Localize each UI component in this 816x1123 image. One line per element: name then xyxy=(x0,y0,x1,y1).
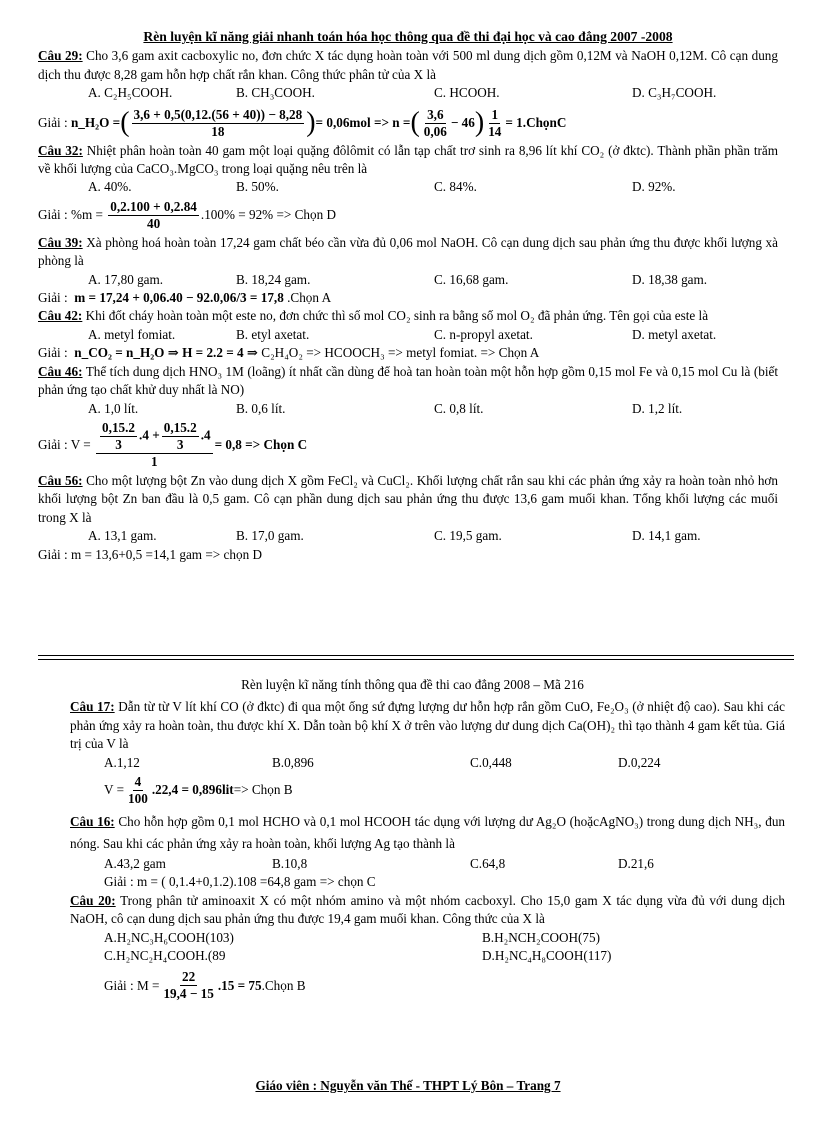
solution-equation: m = 17,24 + 0,06.40 − 92.0,06/3 = 17,8 xyxy=(74,290,284,306)
paren-open: ( xyxy=(120,107,130,139)
question-body: Khi đốt cháy hoàn toàn một este no, đơn chức thì số mol CO₂ sinh ra bằng số mol O₂ đã phản ứng. Tên gọi của este là xyxy=(82,308,709,324)
numerator: 1 xyxy=(491,106,499,122)
question-56 xyxy=(38,472,778,564)
question-text xyxy=(38,472,778,527)
answer-options xyxy=(70,929,785,966)
section-divider xyxy=(38,655,794,656)
solution: Giải : m = ( 0,1.4+0,1.2).108 =64,8 gam => chọn C xyxy=(104,874,376,890)
numerator: 3,6 xyxy=(427,106,444,122)
denominator: 100 xyxy=(128,791,148,807)
question-39 xyxy=(38,234,778,308)
fraction xyxy=(162,420,199,453)
numerator: 22 xyxy=(182,969,196,985)
page-footer: Giáo viên : Nguyễn văn Thế - THPT Lý Bôn – Trang 7 xyxy=(255,1078,561,1093)
tail-term: .4 xyxy=(200,427,211,443)
question-46 xyxy=(38,363,778,470)
question-body: Cho 3,6 gam axit cacboxylic no, đơn chức X tác dụng hoàn toàn với 500 ml dung dịch gồm 0,12M và NaOH 0,12M. Cô cạn dung dịch thu được 8,28 gam hỗn hợp chất rắn khan. Công thức phân tử của X là xyxy=(38,48,778,82)
option-c: C.H₂NC₂H₄COOH.(89 xyxy=(104,948,226,964)
question-label: Câu 17: xyxy=(70,699,115,715)
question-label: Câu 20: xyxy=(70,892,116,908)
question-body: Nhiệt phân hoàn toàn 40 gam một loại quặng đôlômit có lẫn tạp chất trơ sinh ra 8,96 lít khí CO₂ (ở đktc). Thành phần phần trăm về khối lượng của CaCO₃.MgCO₃ trong loại quặng nêu trên là xyxy=(38,142,778,177)
denominator: 1 xyxy=(151,453,158,469)
question-text xyxy=(70,698,785,753)
denominator: 14 xyxy=(488,123,502,139)
option-d: D. 14,1 gam. xyxy=(632,528,701,544)
fraction xyxy=(486,107,503,140)
answer-options xyxy=(38,400,778,418)
solution-end: .100% = 92% => Chọn D xyxy=(200,207,337,223)
option-d: D. C₃H₇COOH. xyxy=(632,85,717,101)
solution-equation: .15 = 75 xyxy=(217,977,262,993)
option-a: A. 17,80 gam. xyxy=(88,271,164,287)
document-page xyxy=(38,28,778,564)
question-body: Thể tích dung dịch HNO₃ 1M (loãng) ít nhất cần dùng để hoà tan hoàn toàn một hỗn hợp gồm 0,15 mol Fe và 0,15 mol Cu là (biết phản ứng tạo chất khử duy nhất là NO) xyxy=(38,363,778,398)
solution-prefix: Giải : xyxy=(38,290,68,306)
answer-options xyxy=(70,855,785,873)
solution-lhs: n_H₂O = xyxy=(70,114,121,130)
option-a: A. C₂H₅COOH. xyxy=(88,85,173,101)
solution-prefix: Giải : xyxy=(38,345,68,361)
section-divider xyxy=(38,659,794,660)
solution-prefix: Giải : xyxy=(38,114,68,130)
question-29 xyxy=(38,47,778,139)
answer-options xyxy=(38,271,778,289)
solution-end: .Chọn A xyxy=(287,290,332,306)
option-c: C. 84%. xyxy=(434,179,477,195)
denominator: 3 xyxy=(115,436,122,452)
solution xyxy=(38,289,778,307)
option-b: B. 50%. xyxy=(236,179,279,195)
fraction xyxy=(161,969,215,1002)
question-label: Câu 32: xyxy=(38,142,83,158)
question-label: Câu 56: xyxy=(38,472,83,488)
fraction xyxy=(100,420,137,453)
option-b: B.0,896 xyxy=(272,754,314,770)
option-d: D.H₂NC₄H₈COOH(117) xyxy=(482,948,612,964)
question-text xyxy=(38,307,778,325)
option-d: D.21,6 xyxy=(618,856,654,872)
option-a: A. 13,1 gam. xyxy=(88,528,157,544)
question-text xyxy=(38,47,778,84)
numerator: 0,15.2 xyxy=(163,419,197,435)
section-title: Rèn luyện kĩ năng tính thông qua đề thi cao đẳng 2008 – Mã 216 xyxy=(241,677,584,692)
numerator: 4 xyxy=(134,774,142,790)
solution-prefix: V = xyxy=(104,782,125,798)
paren-open: ( xyxy=(410,107,420,139)
option-c: C. HCOOH. xyxy=(434,85,500,101)
paren-close: ) xyxy=(474,107,485,139)
question-text xyxy=(38,142,778,179)
solution-prefix: Giải : V = xyxy=(38,436,91,452)
option-a: A. 40%. xyxy=(88,179,132,195)
numerator xyxy=(96,420,213,454)
question-body: Cho hỗn hợp gồm 0,1 mol HCHO và 0,1 mol HCOOH tác dụng với lượng dư Ag₂O (hoặcAgNO₃) trong dung dịch NH₃, đun nóng. Sau khi các phản ứng xảy ra hoàn toàn, khối lượng Ag tạo thành là xyxy=(70,814,786,852)
question-text xyxy=(70,811,785,855)
question-16 xyxy=(70,811,785,892)
solution-end: = 0,8 => Chọn C xyxy=(214,436,308,452)
solution-end: = 1.ChọnC xyxy=(505,114,567,130)
solution xyxy=(70,969,785,1002)
mid-term: .4 + xyxy=(139,427,160,443)
question-body: Cho một lượng bột Zn vào dung dịch X gồm FeCl₂ và CuCl₂. Khối lượng chất rắn sau khi các phản ứng xảy ra hoàn toàn nhỏ hơn khối lượng bột Zn ban đầu là 0,5 gam. Cô cạn phần dung dịch sau phản ứng thu được 13,6 gam muối khan. Tổng khối lượng các muối trong X là xyxy=(38,472,778,525)
solution xyxy=(38,344,778,362)
option-d: D. 92%. xyxy=(632,179,676,195)
option-a: A. metyl fomiat. xyxy=(88,326,176,342)
solution-end: C₂H₄O₂ => HCOOCH₃ => metyl fomiat. => Chọn A xyxy=(261,345,540,361)
question-body: Xà phòng hoá hoàn toàn 17,24 gam chất béo cần vừa đủ 0,06 mol NaOH. Cô cạn dung dịch sau phản ứng thu được khối lượng xà phòng là xyxy=(38,234,779,269)
solution-end: => Chọn B xyxy=(233,782,293,798)
question-label: Câu 42: xyxy=(38,308,83,324)
option-b: B. 18,24 gam. xyxy=(236,271,311,287)
solution-equation: .22,4 = 0,896lit xyxy=(151,782,234,798)
option-b: B. etyl axetat. xyxy=(236,326,310,342)
question-label: Câu 39: xyxy=(38,234,83,250)
question-label: Câu 16: xyxy=(70,814,115,830)
option-a: A.1,12 xyxy=(104,754,140,770)
answer-options xyxy=(38,326,778,344)
option-a: A.H₂NC₃H₆COOH(103) xyxy=(104,929,234,945)
numerator: 3,6 + 0,5(0,12.(56 + 40)) − 8,28 xyxy=(133,106,303,122)
question-32 xyxy=(38,142,778,232)
question-body: Trong phân tử aminoaxit X có một nhóm amino và một nhóm cacboxyl. Cho 15,0 gam X tác dụng vừa đủ với dung dịch NaOH, cô cạn dung dịch sau phản ứng thu được 19,4 gam muối khan. Công thức của X là xyxy=(70,892,785,927)
solution: Giải : m = 13,6+0,5 =14,1 gam => chọn D xyxy=(38,546,262,562)
question-text xyxy=(38,363,778,400)
option-d: D. 18,38 gam. xyxy=(632,271,708,287)
option-b: B.10,8 xyxy=(272,856,308,872)
solution-mid: = 0,06mol => n = xyxy=(315,114,411,130)
option-b: B. 0,6 lít. xyxy=(236,400,286,416)
denominator: 19,4 − 15 xyxy=(163,986,214,1002)
answer-options xyxy=(38,178,778,196)
denominator: 18 xyxy=(211,123,225,139)
option-c: C.0,448 xyxy=(470,754,512,770)
option-d: D.0,224 xyxy=(618,754,661,770)
answer-options xyxy=(38,527,778,545)
option-c: C. 16,68 gam. xyxy=(434,271,509,287)
option-c: C. 19,5 gam. xyxy=(434,528,502,544)
option-b: B. CH₃COOH. xyxy=(236,85,315,101)
solution xyxy=(38,107,778,140)
minus-term: − 46 xyxy=(450,114,475,130)
option-b: B. 17,0 gam. xyxy=(236,528,304,544)
denominator: 3 xyxy=(176,436,184,452)
solution-equation: n_CO₂ = n_H₂O ⇒ H = 2.2 = 4 ⇒ xyxy=(74,345,258,361)
option-c: C. n-propyl axetat. xyxy=(434,326,533,342)
option-d: D. metyl axetat. xyxy=(632,326,717,342)
numerator: 0,2.100 + 0,2.84 xyxy=(110,198,197,214)
question-20 xyxy=(70,892,785,1003)
solution-prefix: Giải : M = xyxy=(104,977,160,993)
question-body: Dẫn từ từ V lít khí CO (ở đktc) đi qua một ống sứ đựng lượng dư hỗn hợp rắn gồm CuO, Fe₂O₃ (ở nhiệt độ cao). Sau khi các phản ứng xảy ra hoàn toàn, thu được khí X. Dẫn toàn bộ khí X ở trên vào lượng dư dung dịch Ca(OH)₂ thì tạo thành 4 gam kết tủa. Giá trị của V là xyxy=(70,699,785,752)
option-d: D. 1,2 lít. xyxy=(632,400,683,416)
solution xyxy=(38,420,778,470)
fraction xyxy=(108,199,199,232)
option-c: C. 0,8 lít. xyxy=(434,400,484,416)
option-a: A.43,2 gam xyxy=(104,856,166,872)
question-text xyxy=(70,892,785,929)
solution xyxy=(70,774,785,807)
page-title: Rèn luyện kĩ năng giải nhanh toán hóa học thông qua đề thi đại học và cao đẳng 2007 -2008 xyxy=(143,29,673,44)
question-42 xyxy=(38,307,778,362)
question-text xyxy=(38,234,778,271)
numerator: 0,15.2 xyxy=(102,419,136,435)
fraction xyxy=(422,107,449,140)
answer-options xyxy=(38,84,778,102)
solution xyxy=(38,199,778,232)
denominator: 40 xyxy=(146,215,161,231)
solution-prefix: Giải : %m = xyxy=(38,207,103,223)
answer-options xyxy=(70,754,785,772)
denominator: 0,06 xyxy=(423,123,447,139)
compound-fraction xyxy=(96,420,213,470)
question-17 xyxy=(70,698,785,807)
question-label: Câu 46: xyxy=(38,363,83,379)
question-label: Câu 29: xyxy=(38,48,83,64)
fraction xyxy=(126,774,150,807)
solution-end: .Chọn B xyxy=(261,977,306,993)
option-a: A. 1,0 lít. xyxy=(88,400,139,416)
fraction xyxy=(132,107,305,140)
option-b: B.H₂NCH₂COOH(75) xyxy=(482,929,600,945)
section-cao-dang-2008 xyxy=(70,676,785,1004)
paren-close: ) xyxy=(306,107,316,139)
option-c: C.64,8 xyxy=(470,856,506,872)
